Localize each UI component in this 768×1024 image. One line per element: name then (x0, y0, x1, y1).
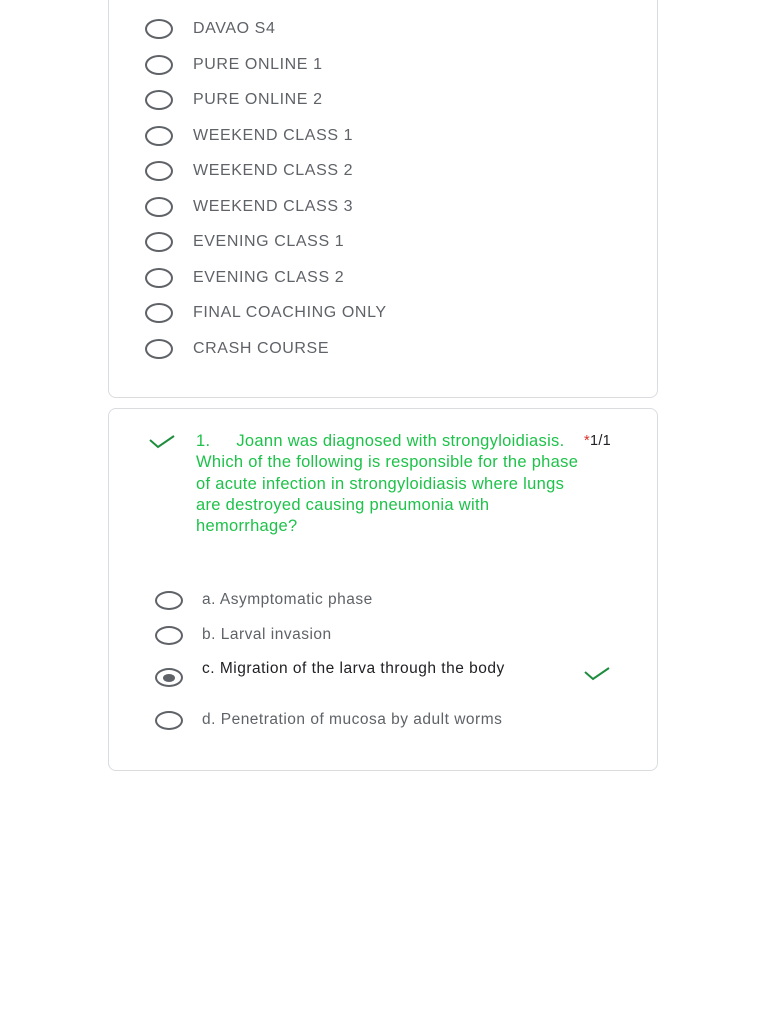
class-option-label: CRASH COURSE (193, 340, 330, 357)
radio-button[interactable] (145, 268, 173, 288)
radio-button[interactable] (145, 339, 173, 359)
question-number: 1. (196, 432, 211, 450)
radio-button[interactable] (145, 303, 173, 323)
radio-button-selected[interactable] (155, 668, 183, 687)
check-icon (149, 435, 175, 454)
answer-option-label: c. Migration of the larva through the body (202, 660, 505, 677)
class-option-label: WEEKEND CLASS 2 (193, 162, 354, 179)
radio-button[interactable] (145, 161, 173, 181)
class-option[interactable] (145, 17, 275, 41)
class-option[interactable] (145, 88, 323, 112)
class-option[interactable] (145, 301, 387, 325)
class-option[interactable] (145, 266, 344, 290)
answer-option[interactable] (155, 591, 373, 610)
question-body: Joann was diagnosed with strongyloidiasis. Which of the following is responsible for the phase of acute infection in strongyloidiasis where lungs are destroyed causing pneumonia with hemorrhage? (196, 432, 579, 536)
class-option-label: EVENING CLASS 2 (193, 269, 345, 286)
question-card (108, 408, 658, 771)
radio-button[interactable] (155, 711, 183, 730)
radio-button[interactable] (145, 19, 173, 39)
class-option[interactable] (145, 230, 344, 254)
class-option[interactable] (145, 124, 353, 148)
required-marker: * (584, 433, 590, 449)
answer-option-label: d. Penetration of mucosa by adult worms (202, 711, 503, 728)
class-option-label: WEEKEND CLASS 1 (193, 127, 354, 144)
class-option-label: DAVAO S4 (193, 20, 276, 37)
question-score (584, 433, 611, 449)
class-option[interactable] (145, 337, 329, 361)
correct-check-icon (584, 667, 610, 686)
class-option-label: PURE ONLINE 2 (193, 91, 323, 108)
radio-button[interactable] (155, 626, 183, 645)
score-value: 1/1 (589, 433, 612, 449)
radio-button[interactable] (155, 591, 183, 610)
answer-option-label: b. Larval invasion (202, 626, 332, 643)
answer-option[interactable] (155, 711, 502, 730)
answer-option[interactable] (155, 626, 332, 645)
answer-option-selected[interactable] (155, 660, 562, 687)
class-option[interactable] (145, 53, 323, 77)
radio-button[interactable] (145, 55, 173, 75)
question-text (196, 431, 581, 537)
class-option-label: FINAL COACHING ONLY (193, 304, 387, 321)
class-option[interactable] (145, 195, 353, 219)
radio-button[interactable] (145, 232, 173, 252)
class-selection-card (108, 0, 658, 398)
class-option-label: PURE ONLINE 1 (193, 56, 323, 73)
radio-button[interactable] (145, 126, 173, 146)
radio-button[interactable] (145, 197, 173, 217)
radio-button[interactable] (145, 90, 173, 110)
answer-option-label: a. Asymptomatic phase (202, 591, 373, 608)
class-option-label: EVENING CLASS 1 (193, 233, 345, 250)
class-option-label: WEEKEND CLASS 3 (193, 198, 354, 215)
class-option[interactable] (145, 159, 353, 183)
